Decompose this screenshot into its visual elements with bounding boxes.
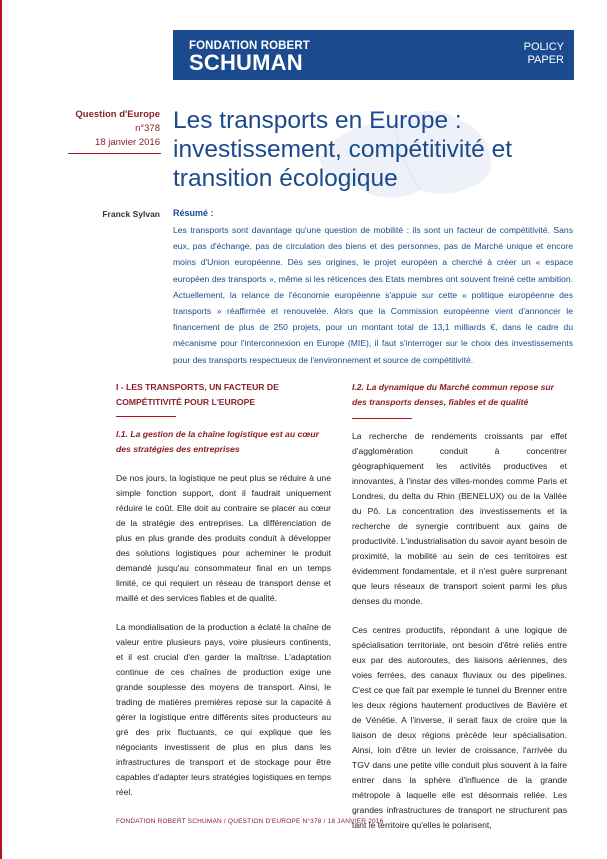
subheading-divider [352,418,412,419]
paper-type-line2: PAPER [527,54,564,66]
meta-divider [68,153,161,154]
abstract-text: Les transports sont davantage qu'une question de mobilité : ils sont un facteur de compétitivité. Sans eux, pas d'échange, pas de circulation des biens et des personnes, pas de Marché unique et encore moins d'Union européenne. Dès ses origines, le projet européen a cherché à créer un « espace européen des transports », même si les réticences des Etats membres ont souvent freiné cette ambition. Actuellement, la relance de l'économie européenne s'appuie sur cette « politique européenne des transports » réaffirmée et renouvelée. Alors que la Commission européenne vient d'annoncer le financement de plus de 250 projets, pour un montant total de 13,1 milliards €, dans le cadre du mécanisme pour l'interconnexion en Europe (MIE), il faut s'interroger sur le choix des investissements pour des transports respectueux de l'environnement et source de compétitivité. [173,225,573,365]
issue-date: 18 janvier 2016 [95,137,160,148]
document-title: Les transports en Europe : investissement, compétitivité et transition écologique [173,107,513,192]
page-footer: FONDATION ROBERT SCHUMAN / QUESTION D'EUROPE N°378 / 18 JANVIER 2016 [116,818,384,825]
author-name: Franck Sylvan [102,209,160,219]
logo-text-bottom: SCHUMAN [189,50,303,75]
section-divider [116,416,176,417]
paper-type [524,41,564,67]
paragraph: La mondialisation de la production a éclaté la chaîne de valeur entre plusieurs pays, voire plusieurs continents, et il est crucial d'en garder la maîtrise. L'adaptation continue de ces chaînes de production exige une grande souplesse des moyens de transport. Ainsi, le trading de matières premières repose sur la capacité à gérer la logistique entre différents sites producteurs au gré des prix fluctuants, ce qui explique que les négociants investissent de plus en plus dans les infrastructures de transport et de stockage pour être capables d'adapter leurs stratégies logistiques en temps réel. [116,622,331,797]
abstract-heading: Résumé : [173,208,214,218]
right-column [352,380,567,847]
left-column [116,380,331,814]
issue-number: n°378 [135,123,160,134]
series-name: Question d'Europe [75,109,160,120]
issue-meta [75,108,160,150]
paragraph: De nos jours, la logistique ne peut plus se réduire à une simple fonction support, dont il faudrait uniquement réduire le coût. Elle doit au contraire se placer au cœur de la stratégie des entreprises. La différenciation de plus en plus grande des produits conduit à développer des solutions logistiques pour acheminer le produit demandé jusqu'au consommateur final en un temps limité, ce qui requiert un réseau de transport dense et maillé et des services fiables et de qualité. [116,473,331,603]
paragraph: Ces centres productifs, répondant à une logique de spécialisation territoriale, ont besoin d'être reliés entre eux par des autoroutes, des liaisons aériennes, des voies ferrées, des canaux fluviaux ou des pipelines. C'est ce que fait par exemple le tunnel du Brenner entre les deux régions hautement productives de Bavière et de Vénétie. A l'inverse, il serait faux de croire que la liaison de deux régions précède leur spécialisation. Ainsi, loin d'être un levier de croissance, l'arrivée du TGV dans une petite ville conduit plus souvent à la faire entrer dans la sphère d'influence de la grande métropole à laquelle elle est désormais reliée. Les grandes infrastructures de transport ne structurent pas tant le territoire qu'elles le polarisent, [352,625,567,830]
left-accent-bar [0,0,2,859]
subheading-1-2: I.2. La dynamique du Marché commun repose sur des transports denses, fiables et de qualité [352,382,555,407]
header-banner [173,30,574,80]
subheading-1-1: I.1. La gestion de la chaîne logistique est au cœur des stratégies des entreprises [116,429,319,454]
section-heading: I - LES TRANSPORTS, UN FACTEUR DE COMPÉTITIVITÉ POUR L'EUROPE [116,382,279,407]
paper-type-line1: POLICY [523,41,564,53]
paragraph: La recherche de rendements croissants par effet d'agglomération conduit à concentrer géographiquement les activités productives et innovantes, à l'instar des villes-mondes comme Paris et Londres, du delta du Rhin (BENELUX) ou de la Vallée du Pô. La concentration des investissements et la recherche de synergie contribuent aux gains de productivité. L'industrialisation du savoir ayant besoin de proximité, la mobilité au sein de ces territoires est évidemment fondamentale, et il n'est guère surprenant que leurs réseaux de transport soient parmi les plus denses du monde. [352,431,567,606]
logo-text-top: FONDATION ROBERT [189,40,310,52]
